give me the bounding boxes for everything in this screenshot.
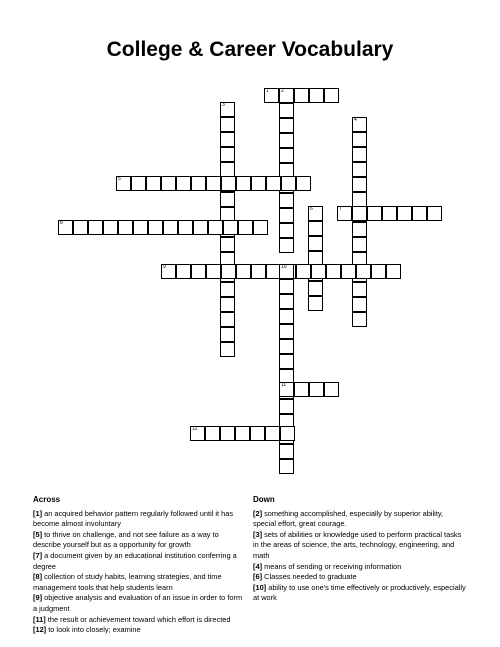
grid-cell[interactable] [326, 264, 341, 279]
grid-cell[interactable] [324, 88, 339, 103]
grid-cell[interactable] [352, 147, 367, 162]
cell-number: 6 [310, 206, 313, 212]
grid-cell[interactable] [308, 221, 323, 236]
grid-cell[interactable] [352, 192, 367, 207]
clue-number: [7] [33, 550, 43, 560]
grid-cell[interactable] [279, 103, 294, 118]
grid-cell[interactable] [236, 176, 251, 191]
grid-cell[interactable] [176, 176, 191, 191]
grid-cell[interactable] [220, 312, 235, 327]
grid-cell[interactable] [266, 176, 281, 191]
clue-number: [1] [33, 508, 43, 518]
clue-number: [11] [33, 614, 46, 624]
across-clue [33, 625, 248, 636]
grid-cell[interactable] [279, 88, 294, 103]
across-heading: Across [33, 495, 61, 504]
grid-cell[interactable] [220, 297, 235, 312]
grid-cell[interactable] [161, 176, 176, 191]
clue-number: [8] [33, 572, 43, 582]
grid-cell[interactable] [308, 281, 323, 296]
grid-cell[interactable] [116, 176, 131, 191]
grid-cell[interactable] [412, 206, 427, 221]
grid-cell[interactable] [146, 176, 161, 191]
grid-cell[interactable] [352, 206, 367, 221]
clue-text: something accomplished, especially by superior ability, special effort, great courage. [253, 508, 444, 529]
clue-text: objective analysis and evaluation of an issue in order to form a judgment [33, 593, 243, 613]
clue-text: Classes needed to graduate [262, 572, 357, 582]
grid-cell[interactable] [281, 176, 296, 191]
grid-cell[interactable] [176, 264, 191, 279]
grid-cell[interactable] [220, 192, 235, 207]
cell-number: 11 [281, 382, 287, 388]
grid-cell[interactable] [163, 220, 178, 235]
clue-number: [10] [253, 582, 267, 592]
grid-cell[interactable] [220, 237, 235, 252]
down-clues [253, 495, 468, 604]
grid-cell[interactable] [131, 176, 146, 191]
grid-cell[interactable] [279, 133, 294, 148]
grid-cell[interactable] [279, 264, 294, 279]
grid-cell[interactable] [279, 309, 294, 324]
grid-cell[interactable] [220, 342, 235, 357]
grid-cell[interactable] [250, 426, 265, 441]
cell-number: 9 [163, 264, 166, 270]
grid-cell[interactable] [251, 264, 266, 279]
grid-cell[interactable] [294, 88, 309, 103]
clue-text: ability to use one's time effectively or productively, especially at work [253, 582, 466, 603]
cell-number: 10 [281, 264, 287, 270]
grid-cell[interactable] [397, 206, 412, 221]
grid-cell[interactable] [208, 220, 223, 235]
grid-cell[interactable] [58, 220, 73, 235]
grid-cell[interactable] [352, 222, 367, 237]
grid-cell[interactable] [279, 399, 294, 414]
clue-number: [12] [33, 625, 47, 635]
grid-cell[interactable] [279, 444, 294, 459]
grid-cell[interactable] [220, 327, 235, 342]
grid-cell[interactable] [341, 264, 356, 279]
clue-number: [3] [253, 529, 263, 539]
down-clue [253, 583, 468, 604]
grid-cell[interactable] [238, 220, 253, 235]
across-clue [33, 551, 248, 572]
grid-cell[interactable] [382, 206, 397, 221]
grid-cell[interactable] [386, 264, 401, 279]
grid-cell[interactable] [296, 264, 311, 279]
grid-cell[interactable] [264, 88, 279, 103]
grid-cell[interactable] [161, 264, 176, 279]
clue-text: the result or achievement toward which effort is directed [45, 614, 231, 624]
across-clue [33, 593, 248, 614]
across-clue [33, 572, 248, 593]
grid-cell[interactable] [352, 282, 367, 297]
grid-cell[interactable] [352, 162, 367, 177]
across-clue [33, 509, 248, 530]
grid-cell[interactable] [309, 382, 324, 397]
grid-cell[interactable] [103, 220, 118, 235]
grid-cell[interactable] [178, 220, 193, 235]
cell-number: 5 [118, 176, 121, 182]
down-clue [253, 572, 468, 583]
cell-number: 3 [222, 102, 225, 108]
grid-cell[interactable] [206, 264, 221, 279]
grid-cell[interactable] [220, 117, 235, 132]
grid-cell[interactable] [279, 193, 294, 208]
grid-cell[interactable] [352, 312, 367, 327]
grid-cell[interactable] [308, 236, 323, 251]
grid-cell[interactable] [220, 147, 235, 162]
grid-cell[interactable] [367, 206, 382, 221]
grid-cell[interactable] [220, 102, 235, 117]
grid-cell[interactable] [427, 206, 442, 221]
grid-cell[interactable] [311, 264, 326, 279]
down-clue [253, 530, 468, 562]
grid-cell[interactable] [371, 264, 386, 279]
grid-cell[interactable] [279, 208, 294, 223]
cell-number: 4 [354, 117, 357, 123]
grid-cell[interactable] [265, 426, 280, 441]
clue-number: [4] [253, 561, 263, 571]
grid-cell[interactable] [279, 339, 294, 354]
grid-cell[interactable] [352, 297, 367, 312]
grid-cell[interactable] [220, 162, 235, 177]
grid-cell[interactable] [191, 176, 206, 191]
grid-cell[interactable] [308, 296, 323, 311]
cell-number: 12 [192, 426, 198, 432]
across-clue [33, 615, 248, 626]
cell-number: 8 [60, 220, 63, 226]
grid-cell[interactable] [309, 88, 324, 103]
grid-cell[interactable] [221, 176, 236, 191]
grid-cell[interactable] [279, 238, 294, 253]
cell-number: 1 [266, 88, 269, 94]
grid-cell[interactable] [206, 176, 221, 191]
grid-cell[interactable] [251, 176, 266, 191]
grid-cell[interactable] [221, 264, 236, 279]
clue-number: [5] [33, 529, 43, 539]
grid-cell[interactable] [352, 132, 367, 147]
grid-cell[interactable] [279, 382, 294, 397]
grid-cell[interactable] [280, 426, 295, 441]
puzzle-title: College & Career Vocabulary [106, 38, 394, 61]
grid-cell[interactable] [279, 118, 294, 133]
clue-text: to look into closely; examine [46, 625, 141, 635]
grid-cell[interactable] [88, 220, 103, 235]
grid-cell[interactable] [73, 220, 88, 235]
grid-cell[interactable] [220, 282, 235, 297]
grid-cell[interactable] [235, 426, 250, 441]
clue-text: to thrive on challenge, and not see failure as a way to describe yourself but as a opportunity for growth [33, 529, 219, 550]
grid-cell[interactable] [352, 117, 367, 132]
grid-cell[interactable] [220, 132, 235, 147]
grid-cell[interactable] [294, 382, 309, 397]
grid-cell[interactable] [356, 264, 371, 279]
grid-cell[interactable] [279, 324, 294, 339]
grid-cell[interactable] [279, 354, 294, 369]
grid-cell[interactable] [296, 176, 311, 191]
grid-cell[interactable] [205, 426, 220, 441]
grid-cell[interactable] [324, 382, 339, 397]
grid-cell[interactable] [279, 279, 294, 294]
grid-cell[interactable] [191, 264, 206, 279]
grid-cell[interactable] [279, 294, 294, 309]
grid-cell[interactable] [190, 426, 205, 441]
grid-cell[interactable] [279, 459, 294, 474]
clue-text: means of sending or receiving information [262, 561, 402, 571]
grid-cell[interactable] [236, 264, 251, 279]
clue-number: [6] [253, 572, 263, 582]
grid-cell[interactable] [220, 426, 235, 441]
down-heading: Down [253, 495, 275, 504]
grid-cell[interactable] [253, 220, 268, 235]
grid-cell[interactable] [337, 206, 352, 221]
grid-cell[interactable] [133, 220, 148, 235]
across-clue [33, 530, 248, 551]
grid-cell[interactable] [308, 206, 323, 221]
grid-cell[interactable] [118, 220, 133, 235]
grid-cell[interactable] [352, 237, 367, 252]
grid-cell[interactable] [279, 223, 294, 238]
clue-number: [9] [33, 593, 43, 603]
down-clue [253, 562, 468, 573]
grid-cell[interactable] [148, 220, 163, 235]
grid-cell[interactable] [352, 177, 367, 192]
clue-number: [2] [253, 508, 263, 518]
cell-number: 2 [281, 88, 284, 94]
cell-number: 7 [339, 206, 342, 212]
down-clue [253, 509, 468, 530]
grid-cell[interactable] [193, 220, 208, 235]
clue-text: sets of abilities or knowledge used to perform practical tasks in the areas of science, the arts, technology, engineering, and math [253, 529, 462, 560]
across-clues [33, 495, 248, 636]
clue-text: a document given by an educational institution conferring a degree [33, 550, 237, 571]
clue-text: collection of study habits, learning strategies, and time management tools that help students learn [33, 572, 222, 592]
grid-cell[interactable] [223, 220, 238, 235]
grid-cell[interactable] [279, 148, 294, 163]
clue-text: an acquired behavior pattern regularly followed until it has become almost involuntary [33, 508, 234, 529]
